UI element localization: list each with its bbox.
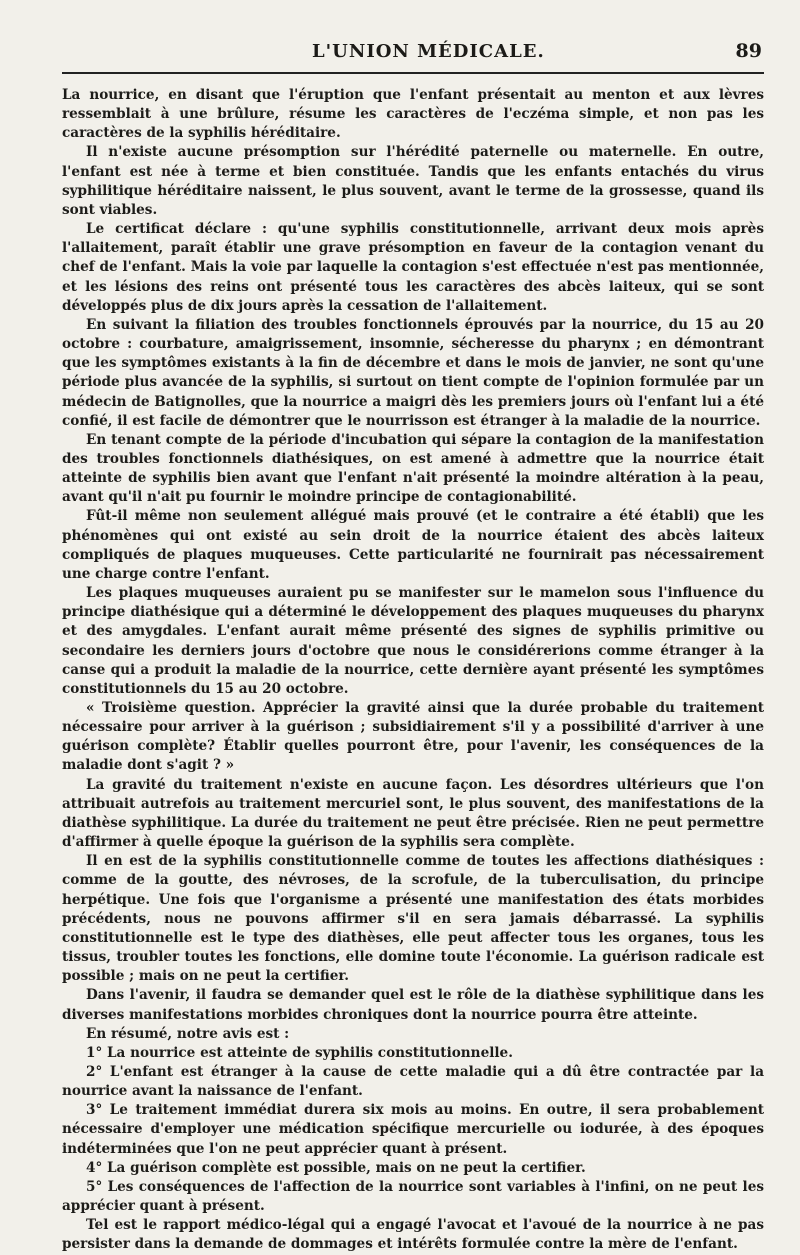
quoted-question: « Troisième question. Apprécier la gravité ainsi que la durée probable du traitement nécessaire pour arriver à la guérison ; subsidiairement s'il y a possibilité d'arriver à une guérison complète? Établir quelles pourront être, pour l'avenir, les conséquences de la maladie dont s'agit ? » [62, 700, 764, 774]
paragraph: Dans l'avenir, il faudra se demander quel est le rôle de la diathèse syphilitique dans les diverses manifestations morbides chroniques dont la nourrice pourra être atteinte. [62, 987, 764, 1023]
closing-paragraph: Tel est le rapport médico-légal qui a engagé l'avocat et l'avoué de la nourrice à ne pas persister dans la demande de dommages et intérêts formulée contre la mère de l'enfant. [62, 1217, 764, 1253]
page-number: 89 [735, 40, 762, 62]
header-rule [62, 72, 764, 74]
conclusion-item: 5° Les conséquences de l'affection de la nourrice sont variables à l'infini, on ne peut les apprécier quant à présent. [62, 1178, 764, 1215]
conclusion-item: 2° L'enfant est étranger à la cause de cette maladie qui a dû être contractée par la nourrice avant la naissance de l'enfant. [62, 1063, 764, 1100]
summary-intro: En résumé, notre avis est : [86, 1025, 290, 1042]
conclusion-item: 4° La guérison complète est possible, mais on ne peut la certifier. [86, 1159, 586, 1176]
running-header [62, 40, 764, 72]
paragraph: En tenant compte de la période d'incubation qui sépare la contagion de la manifestation des troubles fonctionnels diathésiques, on est amené à admettre que la nourrice était atteinte de syphilis bien avant que l'enfant n'ait présenté la moindre altération à la peau, avant qu'il n'ait pu fournir le moindre principe de contagionabilité. [62, 431, 764, 506]
paragraph: Le certificat déclare : qu'une syphilis constitutionnelle, arrivant deux mois après l'allaitement, paraît établir une grave présomption en faveur de la contagion venant du chef de l'enfant. Mais la voie par laquelle la contagion s'est effectuée n'est pas mentionnée, et les lésions des reins ont présenté tous les caractères des abcès laiteux, qui se sont développés plus de dix jours après la cessation de l'allaitement. [62, 221, 764, 314]
conclusion-item: 3° Le traitement immédiat durera six mois au moins. En outre, il sera probablement nécessaire d'employer une médication spécifique mercurielle ou iodurée, à des époques indéterminées que l'on ne peut apprécier quant à présent. [62, 1102, 764, 1157]
article-body [62, 86, 764, 1255]
paragraph: La nourrice, en disant que l'éruption que l'enfant présentait au menton et aux lèvres ressemblait à une brûlure, résume les caractères de l'eczéma simple, et non pas les caractères de la syphilis héréditaire. [62, 87, 764, 142]
paragraph: La gravité du traitement n'existe en aucune façon. Les désordres ultérieurs que l'on attribuait autrefois au traitement mercuriel sont, le plus souvent, des manifestations de la diathèse syphilitique. La durée du traitement ne peut être précisée. Rien ne peut permettre d'affirmer à quelle époque la guérison de la syphilis sera complète. [62, 776, 764, 851]
paragraph: Il n'existe aucune présomption sur l'hérédité paternelle ou maternelle. En outre, l'enfant est née à terme et bien constituée. Tandis que les enfants entachés du virus syphilitique héréditaire naissent, le plus souvent, avant le terme de la grossesse, quand ils sont viables. [62, 144, 764, 218]
paragraph: Fût-il même non seulement allégué mais prouvé (et le contraire a été établi) que les phénomènes qui ont existé au sein droit de la nourrice étaient des abcès laiteux compliqués de plaques muqueuses. Cette particularité ne fournirait pas nécessairement une charge contre l'enfant. [62, 508, 764, 582]
paragraph: Les plaques muqueuses auraient pu se manifester sur le mamelon sous l'influence du principe diathésique qui a déterminé le développement des plaques muqueuses du pharynx et des amygdales. L'enfant aurait même présenté des signes de syphilis primitive ou secondaire les derniers jours d'octobre que nous le considérerions comme étranger à la canse qui a produit la maladie de la nourrice, cette dernière ayant présenté les symptômes constitutionnels du 15 au 20 octobre. [62, 585, 764, 697]
conclusion-item: 1° La nourrice est atteinte de syphilis constitutionnelle. [86, 1044, 513, 1061]
journal-title: L'UNION MÉDICALE. [312, 41, 545, 62]
paragraph: En suivant la filiation des troubles fonctionnels éprouvés par la nourrice, du 15 au 20 octobre : courbature, amaigrissement, insomnie, sécheresse du pharynx ; en démontrant que les symptômes existants à la fin de décembre et dans le mois de janvier, ne sont qu'une période plus avancée de la syphilis, si surtout on tient compte de l'opinion formulée par un médecin de Batignolles, que la nourrice a maigri dès les premiers jours où l'enfant lui a été confié, il est facile de démontrer que le nourrisson est étranger à la maladie de la nourrice. [62, 316, 764, 429]
paragraph: Il en est de la syphilis constitutionnelle comme de toutes les affections diathésiques : comme de la goutte, des névroses, de la scrofule, de la tuberculisation, du principe herpétique. Une fois que l'organisme a présenté une manifestation des états morbides précédents, nous ne pouvons affirmer s'il en sera jamais débarrassé. La syphilis constitutionnelle est le type des diathèses, elle peut affecter tous les organes, tous les tissus, troubler toutes les fonctions, elle domine toute l'économie. La guérison radicale est possible ; mais on ne peut la certifier. [62, 853, 764, 985]
